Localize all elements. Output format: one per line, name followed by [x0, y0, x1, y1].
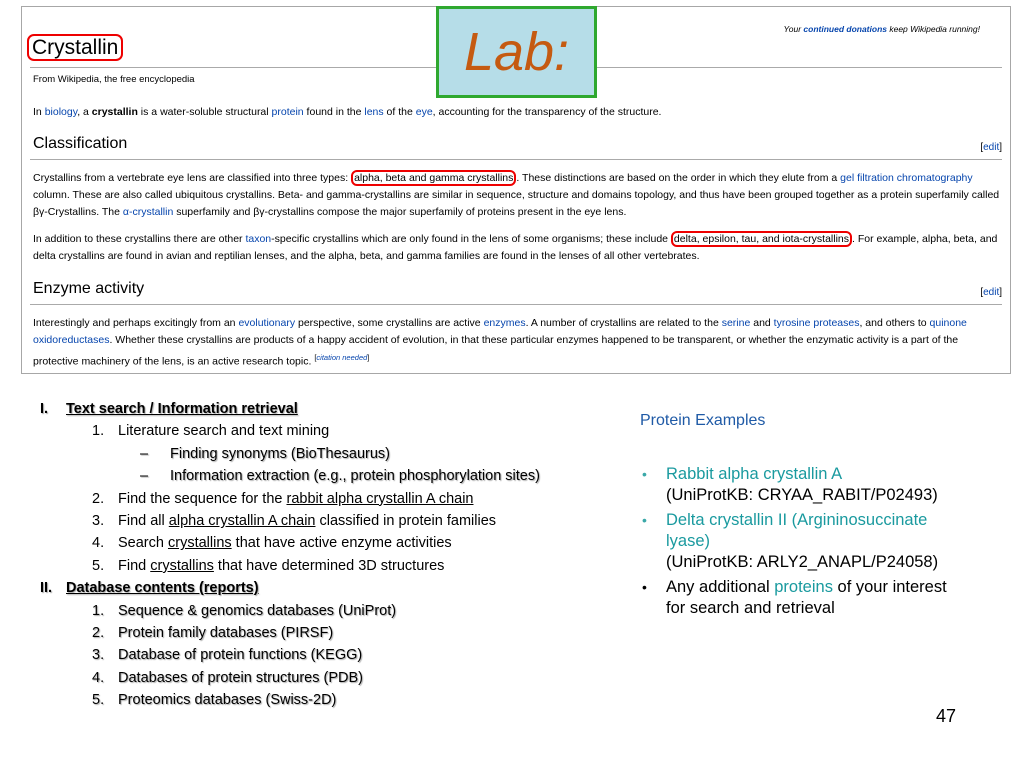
- database-item: 3. Database of protein functions (KEGG): [92, 647, 363, 664]
- section-title: Database contents (reports): [66, 580, 259, 597]
- outline-item: 2. Find the sequence for the rabbit alpha crystallin A chain: [92, 490, 474, 507]
- outline-section-2: [40, 577, 540, 599]
- page-number: 47: [936, 706, 957, 726]
- article-tagline: From Wikipedia, the free encyclopedia: [33, 74, 195, 85]
- enzyme-paragraph: Interestingly and perhaps excitingly from an evolutionary perspective, some crystallins are active enzymes. A number of crystallins are related to the serine and tyrosine proteases, and others to quinone oxidoreductases. Whether these crystallins are products of a happy accident of evolution, in that these particular enzymes happened to be transparent, or whether the enzymatic activity is a part of the protective machinery of the lens, is an active research topic. [citation needed]: [33, 317, 967, 368]
- database-item: 1. Sequence & genomics databases (UniProt): [92, 602, 397, 619]
- donate-prefix: Your: [783, 24, 804, 34]
- section-divider: [30, 304, 1002, 305]
- bullet-icon: •: [642, 512, 647, 528]
- example-item: • Any additional proteins of your interest for search and retrieval: [642, 578, 947, 617]
- lab-label-box: Lab:: [436, 6, 597, 98]
- example-id: (UniProtKB: CRYAA_RABIT/P02493): [666, 486, 938, 504]
- proteins-highlight: proteins: [774, 578, 833, 596]
- section-title-classification: Classification: [33, 135, 128, 152]
- outline-item: 1. Literature search and text mining: [92, 423, 330, 440]
- bullet-icon: •: [642, 579, 647, 595]
- classification-paragraph-2: In addition to these crystallins there are other taxon-specific crystallins which are only found in the lens of some organisms; these include delta, epsilon, tau, and iota-crystallins . For example, alpha, beta, and delta crystallins are found in avian and reptilian lenses, and the alpha, beta, and gamma families are found in the lenses of all other vertebrates.: [33, 233, 998, 262]
- edit-enzyme-activity[interactable]: [edit]: [980, 287, 1002, 298]
- outline-section-1: [40, 398, 540, 420]
- donation-banner: [784, 21, 980, 38]
- example-id: (UniProtKB: ARLY2_ANAPL/P24058): [666, 553, 939, 571]
- outline-subitem: – Information extraction (e.g., protein phosphorylation sites): [140, 468, 540, 485]
- article-title: [27, 36, 123, 59]
- classification-paragraph-1: Crystallins from a vertebrate eye lens are classified into three types: alpha, beta and gamma crystallins . These distinctions are based on the order in which they elute from a gel filtration chromatography column. These are also called ubiquitous crystallins. Beta- and gamma-crystallins are similar in sequence, structure and domains topology, and thus have been grouped together as a protein superfamily called βγ-Crystallins. The α-crystallin superfamily and βγ-crystallins compose the major superfamily of proteins present in the eye lens.: [33, 172, 1000, 218]
- outline-subitem: – Finding synonyms (BioThesaurus): [140, 445, 391, 462]
- protein-examples-list: [640, 464, 960, 623]
- database-item: 2. Protein family databases (PIRSF): [92, 625, 334, 642]
- bold-crystallin: crystallin: [91, 106, 138, 118]
- link-lens[interactable]: lens: [364, 106, 384, 118]
- section-title-enzyme-activity: Enzyme activity: [33, 280, 145, 297]
- link-tyrosine-proteases[interactable]: tyrosine proteases: [773, 317, 860, 329]
- link-protein[interactable]: protein: [271, 106, 304, 118]
- highlight-alpha-beta-gamma: alpha, beta and gamma crystallins: [351, 170, 516, 186]
- section-title: Text search / Information retrieval: [66, 401, 298, 417]
- link-quinone-oxidoreductases[interactable]: quinone oxidoreductases: [33, 317, 967, 346]
- link-enzymes[interactable]: enzymes: [483, 317, 526, 329]
- database-item: 5. Proteomics databases (Swiss-2D): [92, 692, 337, 709]
- donate-link[interactable]: continued donations: [803, 24, 887, 34]
- outline-item: 4. Search crystallins that have active enzyme activities: [92, 535, 452, 552]
- protein-examples-title: Protein Examples: [640, 412, 766, 429]
- link-biology[interactable]: biology: [44, 106, 78, 118]
- task-outline: [40, 398, 540, 712]
- link-gel-filtration[interactable]: gel filtration chromatography: [840, 172, 973, 184]
- database-item: 4. Databases of protein structures (PDB): [92, 669, 363, 686]
- example-item: [640, 510, 960, 573]
- link-taxon[interactable]: taxon: [245, 233, 272, 245]
- example-name: Delta crystallin II (Argininosuccinate lyase): [666, 511, 928, 550]
- bullet-icon: •: [642, 466, 647, 482]
- link-evolutionary[interactable]: evolutionary: [238, 317, 296, 329]
- example-name: Rabbit alpha crystallin A: [666, 465, 843, 483]
- article-title-text: Crystallin: [27, 34, 123, 61]
- link-serine[interactable]: serine: [721, 317, 751, 329]
- example-item: [640, 464, 960, 506]
- link-alpha-crystallin[interactable]: α-crystallin: [122, 206, 174, 218]
- edit-link[interactable]: edit: [983, 142, 1000, 153]
- edit-classification[interactable]: [edit]: [980, 142, 1002, 153]
- citation-needed-link[interactable]: citation needed: [316, 353, 368, 362]
- outline-item: 3. Find all alpha crystallin A chain classified in protein families: [92, 513, 497, 530]
- section-number: II.: [40, 580, 53, 597]
- outline-item: 5. Find crystallins that have determined 3D structures: [92, 557, 445, 574]
- link-eye[interactable]: eye: [415, 106, 433, 118]
- highlight-delta-epsilon: delta, epsilon, tau, and iota-crystallins: [671, 231, 852, 247]
- intro-paragraph: In biology, a crystallin is a water-soluble structural protein found in the lens of the eye, accounting for the transparency of the structure.: [33, 106, 662, 118]
- section-divider: [30, 159, 1002, 160]
- edit-link[interactable]: edit: [983, 287, 1000, 298]
- section-number: I.: [40, 401, 49, 417]
- donate-suffix: keep Wikipedia running!: [886, 24, 980, 34]
